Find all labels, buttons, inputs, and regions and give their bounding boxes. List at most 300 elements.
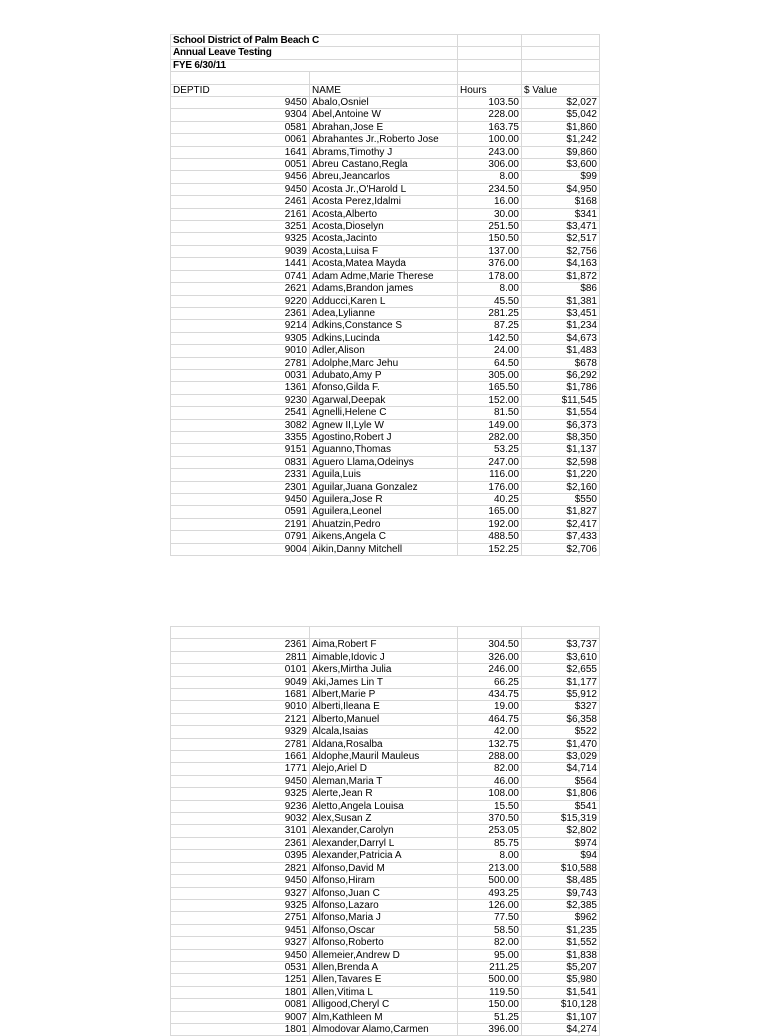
- cell-hours: 247.00: [458, 456, 522, 468]
- cell-hours: 24.00: [458, 345, 522, 357]
- cell-deptid: 9450: [171, 97, 310, 109]
- cell-name: Alfonso,Maria J: [310, 912, 458, 924]
- cell-name: Alfonso,David M: [310, 862, 458, 874]
- cell-value: $1,483: [522, 345, 600, 357]
- cell-name: Acosta,Luisa F: [310, 245, 458, 257]
- cell-deptid: 9456: [171, 171, 310, 183]
- cell-name: Aguero Llama,Odeinys: [310, 456, 458, 468]
- cell-deptid: 9327: [171, 937, 310, 949]
- cell-deptid: 9004: [171, 543, 310, 555]
- cell-name: Alejo,Ariel D: [310, 763, 458, 775]
- cell-hours: 213.00: [458, 862, 522, 874]
- cell-value: $5,980: [522, 974, 600, 986]
- cell-name: Alexander,Carolyn: [310, 825, 458, 837]
- cell-value: $974: [522, 837, 600, 849]
- report-subtitle: Annual Leave Testing: [171, 47, 458, 59]
- table-row: [171, 134, 600, 146]
- table-row: [171, 506, 600, 518]
- cell-name: Aguila,Luis: [310, 469, 458, 481]
- cell-name: Aima,Robert F: [310, 639, 458, 651]
- cell-value: $1,235: [522, 924, 600, 936]
- cell-deptid: 3082: [171, 419, 310, 431]
- cell-name: Abalo,Osniel: [310, 97, 458, 109]
- table-row: [171, 109, 600, 121]
- cell-deptid: 2821: [171, 862, 310, 874]
- cell-hours: 396.00: [458, 1023, 522, 1035]
- cell-hours: 500.00: [458, 875, 522, 887]
- cell-deptid: 0741: [171, 270, 310, 282]
- cell-hours: 500.00: [458, 974, 522, 986]
- cell-hours: 19.00: [458, 701, 522, 713]
- cell-name: Alberti,Ileana E: [310, 701, 458, 713]
- cell-name: Allen,Tavares E: [310, 974, 458, 986]
- cell-value: $8,485: [522, 875, 600, 887]
- cell-name: Abel,Antoine W: [310, 109, 458, 121]
- cell-deptid: 3251: [171, 221, 310, 233]
- cell-hours: 165.00: [458, 506, 522, 518]
- cell-hours: 152.25: [458, 543, 522, 555]
- cell-deptid: 1771: [171, 763, 310, 775]
- cell-value: $2,706: [522, 543, 600, 555]
- cell-deptid: 2361: [171, 639, 310, 651]
- cell-hours: 100.00: [458, 134, 522, 146]
- cell-deptid: 2621: [171, 283, 310, 295]
- table-row: [171, 456, 600, 468]
- cell-name: Adler,Alison: [310, 345, 458, 357]
- cell-value: $1,381: [522, 295, 600, 307]
- cell-hours: 434.75: [458, 689, 522, 701]
- cell-name: Aleman,Maria T: [310, 775, 458, 787]
- cell-name: Agnew II,Lyle W: [310, 419, 458, 431]
- table-row: [171, 862, 600, 874]
- column-header-row: [171, 84, 600, 96]
- table-row: [171, 825, 600, 837]
- cell-value: $3,471: [522, 221, 600, 233]
- cell-deptid: 1641: [171, 146, 310, 158]
- cell-deptid: 9325: [171, 788, 310, 800]
- table-row: [171, 369, 600, 381]
- table-row: [171, 837, 600, 849]
- cell-hours: 211.25: [458, 961, 522, 973]
- cell-value: $2,385: [522, 899, 600, 911]
- cell-name: Aguilera,Leonel: [310, 506, 458, 518]
- cell-name: Alcala,Isaias: [310, 726, 458, 738]
- cell-deptid: 2121: [171, 713, 310, 725]
- cell-hours: 149.00: [458, 419, 522, 431]
- table-row: [171, 949, 600, 961]
- cell-value: $1,137: [522, 444, 600, 456]
- cell-value: $1,177: [522, 676, 600, 688]
- cell-deptid: 9450: [171, 875, 310, 887]
- column-header-name: NAME: [310, 84, 458, 96]
- cell-hours: 176.00: [458, 481, 522, 493]
- cell-hours: 77.50: [458, 912, 522, 924]
- table-row: [171, 899, 600, 911]
- cell-hours: 234.50: [458, 183, 522, 195]
- cell-value: $10,588: [522, 862, 600, 874]
- cell-deptid: 0531: [171, 961, 310, 973]
- cell-value: $1,554: [522, 407, 600, 419]
- cell-hours: 253.05: [458, 825, 522, 837]
- cell-name: Allemeier,Andrew D: [310, 949, 458, 961]
- table-row: [171, 639, 600, 651]
- cell-deptid: 9049: [171, 676, 310, 688]
- cell-name: Acosta Perez,Idalmi: [310, 196, 458, 208]
- cell-deptid: 1801: [171, 986, 310, 998]
- cell-hours: 282.00: [458, 431, 522, 443]
- table-row: [171, 320, 600, 332]
- cell-value: $678: [522, 357, 600, 369]
- cell-name: Aldophe,Mauril Mauleus: [310, 751, 458, 763]
- cell-value: $4,274: [522, 1023, 600, 1035]
- cell-hours: 150.00: [458, 999, 522, 1011]
- cell-hours: 150.50: [458, 233, 522, 245]
- period-row: [171, 59, 600, 71]
- cell-hours: 246.00: [458, 664, 522, 676]
- cell-value: $10,128: [522, 999, 600, 1011]
- table-row: [171, 270, 600, 282]
- cell-value: $15,319: [522, 813, 600, 825]
- cell-name: Abrahan,Jose E: [310, 121, 458, 133]
- table-row: [171, 961, 600, 973]
- cell-hours: 53.25: [458, 444, 522, 456]
- cell-value: $550: [522, 494, 600, 506]
- table-row: [171, 307, 600, 319]
- cell-value: $5,042: [522, 109, 600, 121]
- table-row: [171, 159, 600, 171]
- cell-hours: 8.00: [458, 850, 522, 862]
- cell-hours: 493.25: [458, 887, 522, 899]
- cell-value: $1,107: [522, 1011, 600, 1023]
- table-row: [171, 258, 600, 270]
- cell-deptid: 0831: [171, 456, 310, 468]
- cell-value: $99: [522, 171, 600, 183]
- cell-hours: 82.00: [458, 937, 522, 949]
- cell-hours: 51.25: [458, 1011, 522, 1023]
- cell-name: Alexander,Patricia A: [310, 850, 458, 862]
- leave-table-page-1: [170, 34, 600, 556]
- cell-hours: 58.50: [458, 924, 522, 936]
- cell-deptid: 2781: [171, 738, 310, 750]
- table-row: [171, 800, 600, 812]
- cell-hours: 103.50: [458, 97, 522, 109]
- cell-name: Afonso,Gilda F.: [310, 382, 458, 394]
- table-row: [171, 407, 600, 419]
- cell-value: $341: [522, 208, 600, 220]
- cell-deptid: 9032: [171, 813, 310, 825]
- table-row: [171, 726, 600, 738]
- cell-name: Allen,Vitima L: [310, 986, 458, 998]
- cell-hours: 119.50: [458, 986, 522, 998]
- cell-name: Aimable,Idovic J: [310, 651, 458, 663]
- cell-value: $1,552: [522, 937, 600, 949]
- cell-deptid: 9329: [171, 726, 310, 738]
- cell-name: Aguilera,Jose R: [310, 494, 458, 506]
- table-row: [171, 701, 600, 713]
- cell-value: $5,207: [522, 961, 600, 973]
- cell-deptid: 9325: [171, 899, 310, 911]
- cell-value: $86: [522, 283, 600, 295]
- cell-deptid: 9450: [171, 183, 310, 195]
- table-row: [171, 887, 600, 899]
- cell-name: Alfonso,Oscar: [310, 924, 458, 936]
- table-row: [171, 1011, 600, 1023]
- table-row: [171, 531, 600, 543]
- cell-name: Alfonso,Hiram: [310, 875, 458, 887]
- cell-hours: 15.50: [458, 800, 522, 812]
- table-row: [171, 713, 600, 725]
- cell-hours: 306.00: [458, 159, 522, 171]
- table-row: [171, 738, 600, 750]
- report-title: School District of Palm Beach C: [171, 35, 458, 47]
- cell-name: Alfonso,Juan C: [310, 887, 458, 899]
- cell-name: Acosta,Matea Mayda: [310, 258, 458, 270]
- cell-value: $1,470: [522, 738, 600, 750]
- cell-value: $94: [522, 850, 600, 862]
- cell-deptid: 9230: [171, 394, 310, 406]
- table-row: [171, 394, 600, 406]
- cell-deptid: 9039: [171, 245, 310, 257]
- cell-value: $1,220: [522, 469, 600, 481]
- cell-deptid: 9214: [171, 320, 310, 332]
- cell-value: $1,786: [522, 382, 600, 394]
- cell-hours: 163.75: [458, 121, 522, 133]
- cell-hours: 8.00: [458, 171, 522, 183]
- cell-name: Alex,Susan Z: [310, 813, 458, 825]
- table-row: [171, 676, 600, 688]
- cell-value: $7,433: [522, 531, 600, 543]
- blank-row: [171, 627, 600, 639]
- cell-hours: 251.50: [458, 221, 522, 233]
- cell-name: Adubato,Amy P: [310, 369, 458, 381]
- cell-hours: 126.00: [458, 899, 522, 911]
- table-row: [171, 850, 600, 862]
- cell-hours: 64.50: [458, 357, 522, 369]
- cell-value: $9,743: [522, 887, 600, 899]
- cell-name: Agarwal,Deepak: [310, 394, 458, 406]
- cell-hours: 132.75: [458, 738, 522, 750]
- cell-deptid: 2361: [171, 837, 310, 849]
- cell-value: $9,860: [522, 146, 600, 158]
- cell-value: $4,163: [522, 258, 600, 270]
- cell-hours: 137.00: [458, 245, 522, 257]
- cell-value: $2,598: [522, 456, 600, 468]
- cell-name: Alerte,Jean R: [310, 788, 458, 800]
- cell-hours: 228.00: [458, 109, 522, 121]
- table-row: [171, 233, 600, 245]
- table-row: [171, 999, 600, 1011]
- cell-deptid: 9450: [171, 775, 310, 787]
- cell-value: $962: [522, 912, 600, 924]
- table-row: [171, 788, 600, 800]
- cell-hours: 326.00: [458, 651, 522, 663]
- table-row: [171, 357, 600, 369]
- cell-deptid: 2461: [171, 196, 310, 208]
- report-period: FYE 6/30/11: [171, 59, 458, 71]
- cell-deptid: 1361: [171, 382, 310, 394]
- table-row: [171, 912, 600, 924]
- cell-value: $2,027: [522, 97, 600, 109]
- cell-value: $2,802: [522, 825, 600, 837]
- cell-hours: 40.25: [458, 494, 522, 506]
- spreadsheet-page-2: [170, 626, 599, 1036]
- cell-hours: 16.00: [458, 196, 522, 208]
- cell-hours: 142.50: [458, 332, 522, 344]
- cell-value: $8,350: [522, 431, 600, 443]
- cell-deptid: 9151: [171, 444, 310, 456]
- cell-hours: 42.00: [458, 726, 522, 738]
- table-row: [171, 171, 600, 183]
- table-row: [171, 221, 600, 233]
- column-header-hours: Hours: [458, 84, 522, 96]
- cell-name: Aikens,Angela C: [310, 531, 458, 543]
- cell-value: $1,242: [522, 134, 600, 146]
- cell-name: Agnelli,Helene C: [310, 407, 458, 419]
- cell-deptid: 9450: [171, 949, 310, 961]
- cell-name: Aldana,Rosalba: [310, 738, 458, 750]
- cell-hours: 192.00: [458, 518, 522, 530]
- cell-hours: 87.25: [458, 320, 522, 332]
- cell-hours: 165.50: [458, 382, 522, 394]
- cell-name: Aguanno,Thomas: [310, 444, 458, 456]
- table-row: [171, 875, 600, 887]
- cell-value: $522: [522, 726, 600, 738]
- table-row: [171, 444, 600, 456]
- cell-deptid: 2301: [171, 481, 310, 493]
- cell-deptid: 9305: [171, 332, 310, 344]
- cell-name: Aki,James Lin T: [310, 676, 458, 688]
- cell-value: $541: [522, 800, 600, 812]
- cell-name: Acosta Jr.,O'Harold L: [310, 183, 458, 195]
- cell-deptid: 2541: [171, 407, 310, 419]
- cell-value: $1,806: [522, 788, 600, 800]
- table-row: [171, 924, 600, 936]
- table-row: [171, 651, 600, 663]
- cell-name: Adams,Brandon james: [310, 283, 458, 295]
- cell-deptid: 9304: [171, 109, 310, 121]
- table-row: [171, 245, 600, 257]
- leave-table-page-2: [170, 626, 600, 1036]
- cell-deptid: 0061: [171, 134, 310, 146]
- cell-value: $2,655: [522, 664, 600, 676]
- cell-value: $564: [522, 775, 600, 787]
- cell-deptid: 0081: [171, 999, 310, 1011]
- table-row: [171, 518, 600, 530]
- cell-name: Agostino,Robert J: [310, 431, 458, 443]
- cell-value: $1,872: [522, 270, 600, 282]
- cell-hours: 178.00: [458, 270, 522, 282]
- table-row: [171, 382, 600, 394]
- cell-hours: 85.75: [458, 837, 522, 849]
- cell-value: $2,517: [522, 233, 600, 245]
- cell-name: Alberto,Manuel: [310, 713, 458, 725]
- cell-hours: 464.75: [458, 713, 522, 725]
- cell-hours: 8.00: [458, 283, 522, 295]
- cell-hours: 488.50: [458, 531, 522, 543]
- cell-value: $2,160: [522, 481, 600, 493]
- cell-hours: 46.00: [458, 775, 522, 787]
- cell-deptid: 2781: [171, 357, 310, 369]
- cell-hours: 82.00: [458, 763, 522, 775]
- cell-deptid: 0581: [171, 121, 310, 133]
- cell-value: $4,673: [522, 332, 600, 344]
- cell-name: Acosta,Alberto: [310, 208, 458, 220]
- title-row: [171, 35, 600, 47]
- cell-deptid: 1661: [171, 751, 310, 763]
- table-row: [171, 283, 600, 295]
- cell-value: $3,029: [522, 751, 600, 763]
- cell-hours: 376.00: [458, 258, 522, 270]
- cell-deptid: 9010: [171, 701, 310, 713]
- cell-hours: 152.00: [458, 394, 522, 406]
- cell-name: Acosta,Dioselyn: [310, 221, 458, 233]
- cell-hours: 116.00: [458, 469, 522, 481]
- cell-deptid: 1441: [171, 258, 310, 270]
- cell-name: Alfonso,Roberto: [310, 937, 458, 949]
- cell-value: $11,545: [522, 394, 600, 406]
- table-row: [171, 986, 600, 998]
- table-row: [171, 664, 600, 676]
- table-row: [171, 689, 600, 701]
- cell-name: Ahuatzin,Pedro: [310, 518, 458, 530]
- cell-value: $2,756: [522, 245, 600, 257]
- table-row: [171, 345, 600, 357]
- cell-deptid: 0101: [171, 664, 310, 676]
- cell-deptid: 9010: [171, 345, 310, 357]
- cell-value: $4,950: [522, 183, 600, 195]
- cell-deptid: 9450: [171, 494, 310, 506]
- cell-deptid: 0791: [171, 531, 310, 543]
- cell-name: Alligood,Cheryl C: [310, 999, 458, 1011]
- cell-deptid: 1251: [171, 974, 310, 986]
- cell-value: $6,292: [522, 369, 600, 381]
- cell-deptid: 2191: [171, 518, 310, 530]
- cell-hours: 370.50: [458, 813, 522, 825]
- cell-deptid: 0051: [171, 159, 310, 171]
- cell-deptid: 2361: [171, 307, 310, 319]
- cell-value: $3,600: [522, 159, 600, 171]
- cell-name: Almodovar Alamo,Carmen: [310, 1023, 458, 1035]
- table-row: [171, 763, 600, 775]
- cell-hours: 288.00: [458, 751, 522, 763]
- cell-deptid: 0395: [171, 850, 310, 862]
- cell-hours: 281.25: [458, 307, 522, 319]
- cell-name: Abrahantes Jr.,Roberto Jose: [310, 134, 458, 146]
- cell-value: $5,912: [522, 689, 600, 701]
- cell-name: Alexander,Darryl L: [310, 837, 458, 849]
- cell-hours: 95.00: [458, 949, 522, 961]
- table-row: [171, 183, 600, 195]
- table-row: [171, 751, 600, 763]
- cell-value: $1,860: [522, 121, 600, 133]
- cell-name: Adducci,Karen L: [310, 295, 458, 307]
- cell-deptid: 9327: [171, 887, 310, 899]
- cell-name: Aikin,Danny Mitchell: [310, 543, 458, 555]
- table-row: [171, 208, 600, 220]
- cell-name: Adea,Lylianne: [310, 307, 458, 319]
- table-row: [171, 196, 600, 208]
- cell-name: Abreu Castano,Regla: [310, 159, 458, 171]
- column-header-value: $ Value: [522, 84, 600, 96]
- table-row: [171, 937, 600, 949]
- table-row: [171, 97, 600, 109]
- cell-name: Aguilar,Juana Gonzalez: [310, 481, 458, 493]
- cell-hours: 243.00: [458, 146, 522, 158]
- cell-value: $168: [522, 196, 600, 208]
- cell-deptid: 2811: [171, 651, 310, 663]
- cell-value: $1,541: [522, 986, 600, 998]
- cell-value: $3,610: [522, 651, 600, 663]
